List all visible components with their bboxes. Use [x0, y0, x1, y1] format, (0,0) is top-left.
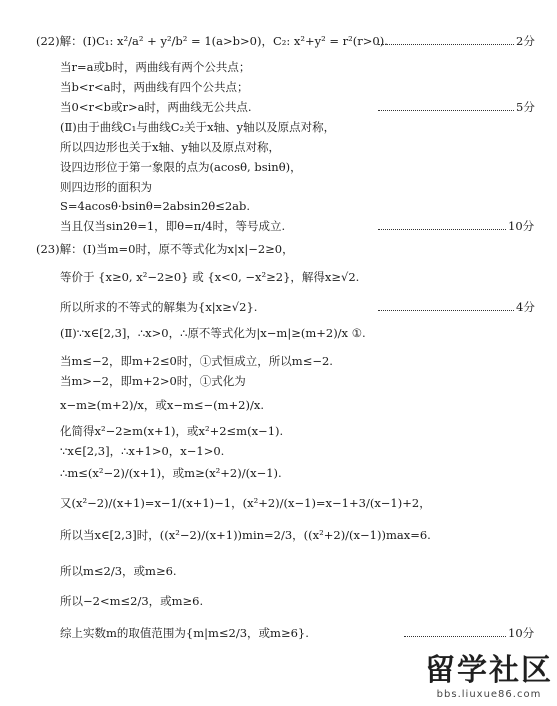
- q22-line-5: 所以四边形也关于x轴、y轴以及原点对称，: [60, 140, 280, 154]
- q23-line-11: 所以当x∈[2,3]时，((x²−2)/(x+1))min=2/3，((x²+2)/(x−1))max=6.: [60, 528, 431, 542]
- q22-line-8: S=4acosθ·bsinθ=2absin2θ≤2ab.: [60, 199, 251, 213]
- site-watermark: [425, 645, 553, 700]
- q23-line-12: 所以m≤2/3，或m≥6.: [60, 564, 177, 578]
- score-leader: [378, 229, 506, 230]
- q22-score-3: 10分: [508, 219, 535, 233]
- score-leader: [404, 636, 506, 637]
- q22-line-3: 当0<r<b或r>a时，两曲线无公共点.: [60, 100, 252, 114]
- watermark-url: bbs.liuxue86.com: [436, 689, 542, 700]
- q22-line-9: 当且仅当sin2θ=1，即θ=π/4时，等号成立.: [60, 219, 286, 233]
- q22-score-2: 5分: [516, 100, 535, 114]
- q23-score-2: 10分: [508, 626, 535, 640]
- q23-line-5: 当m>−2，即m+2>0时，①式化为: [60, 374, 246, 388]
- q22-line-4: (Ⅱ)由于曲线C₁与曲线C₂关于x轴、y轴以及原点对称，: [60, 120, 336, 134]
- score-leader: [378, 310, 514, 311]
- q22-header: (22)解：(Ⅰ)C₁: x²/a² + y²/b² = 1(a>b>0)，C₂: x²+y² = r²(r>0).: [36, 34, 388, 48]
- q22-line-1: 当r=a或b时，两曲线有两个公共点；: [60, 60, 251, 74]
- q23-line-10: 又(x²−2)/(x+1)=x−1/(x+1)−1，(x²+2)/(x−1)=x−1+3/(x−1)+2，: [60, 496, 431, 510]
- q22-line-7: 则四边形的面积为: [60, 180, 152, 194]
- watermark-logo: 留学社区: [425, 653, 553, 688]
- q23-line-2: 所以所求的不等式的解集为{x|x≥√2}.: [60, 300, 258, 314]
- q23-line-3: (Ⅱ)∵x∈[2,3]，∴x>0，∴原不等式化为|x−m|≥(m+2)/x ①.: [60, 326, 366, 340]
- q23-line-14: 综上实数m的取值范围为{m|m≤2/3，或m≥6}.: [60, 626, 309, 640]
- score-leader: [378, 110, 514, 111]
- q23-line-6: x−m≥(m+2)/x，或x−m≤−(m+2)/x.: [60, 398, 264, 412]
- q23-score-1: 4分: [516, 300, 535, 314]
- q22-line-2: 当b<r<a时，两曲线有四个公共点；: [60, 80, 249, 94]
- q22-score-1: 2分: [516, 34, 535, 48]
- q23-line-13: 所以−2<m≤2/3，或m≥6.: [60, 594, 204, 608]
- q23-line-1: 等价于 {x≥0, x²−2≥0} 或 {x<0, −x²≥2}，解得x≥√2.: [60, 270, 360, 284]
- q23-line-4: 当m≤−2，即m+2≤0时，①式恒成立，所以m≤−2.: [60, 354, 333, 368]
- q23-line-7: 化简得x²−2≥m(x+1)，或x²+2≤m(x−1).: [60, 424, 284, 438]
- score-leader: [378, 44, 514, 45]
- q23-header: (23)解：(Ⅰ)当m=0时，原不等式化为x|x|−2≥0，: [36, 242, 294, 256]
- q22-line-6: 设四边形位于第一象限的点为(acosθ, bsinθ)，: [60, 160, 302, 174]
- q23-line-9: ∴m≤(x²−2)/(x+1)，或m≥(x²+2)/(x−1).: [60, 466, 282, 480]
- q23-line-8: ∵x∈[2,3]，∴x+1>0，x−1>0.: [60, 444, 225, 458]
